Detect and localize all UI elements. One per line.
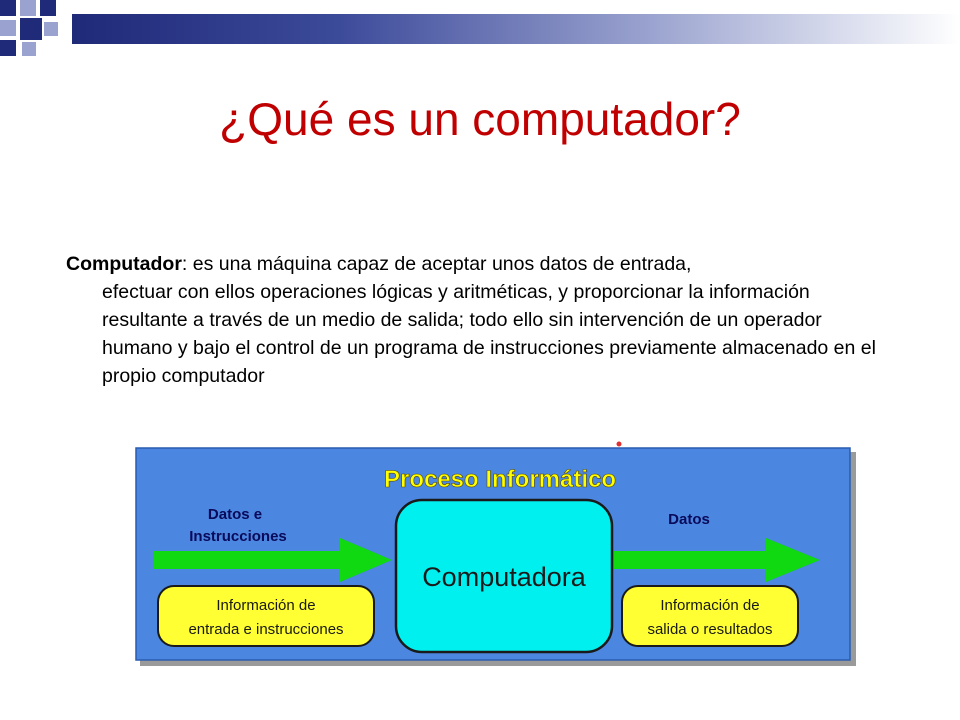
deco-square xyxy=(22,42,36,56)
deco-square xyxy=(20,18,42,40)
definition-separator: : xyxy=(181,253,188,275)
deco-square xyxy=(40,0,56,16)
output-info-line1: Información de xyxy=(660,597,760,614)
deco-square xyxy=(20,0,36,16)
definition-term: Computador xyxy=(66,253,182,275)
definition-first-text: es una máquina capaz de aceptar unos datos de entrada, xyxy=(192,253,692,275)
slide-title: ¿Qué es un computador? xyxy=(219,93,741,145)
deco-square xyxy=(0,20,16,36)
computer-box-label: Computadora xyxy=(422,562,586,592)
definition-rest-text: efectuar con ellos operaciones lógicas y aritméticas, y proporcionar la información resultante a través de un medio de salida; todo ello sin intervención de un operador humano y bajo el control de un programa de instrucciones previamente almacenado en el propio computador xyxy=(102,281,876,387)
input-info-line2: entrada e instrucciones xyxy=(188,621,344,638)
process-diagram-svg xyxy=(130,440,860,670)
input-info-line1: Información de xyxy=(216,597,316,614)
input-label-line2: Instrucciones xyxy=(189,528,287,545)
deco-square xyxy=(0,0,16,16)
definition-paragraph xyxy=(66,250,896,390)
input-label-line1: Datos e xyxy=(207,506,263,523)
deco-square xyxy=(0,40,16,56)
process-diagram xyxy=(130,440,860,670)
header-gradient-band xyxy=(72,14,960,44)
deco-square xyxy=(44,22,58,36)
decorative-dot xyxy=(617,442,622,447)
output-label: Datos xyxy=(668,511,710,528)
definition-first-line xyxy=(66,250,896,278)
output-info-line2: salida o resultados xyxy=(647,621,773,638)
diagram-heading: Proceso Informático xyxy=(383,466,617,493)
